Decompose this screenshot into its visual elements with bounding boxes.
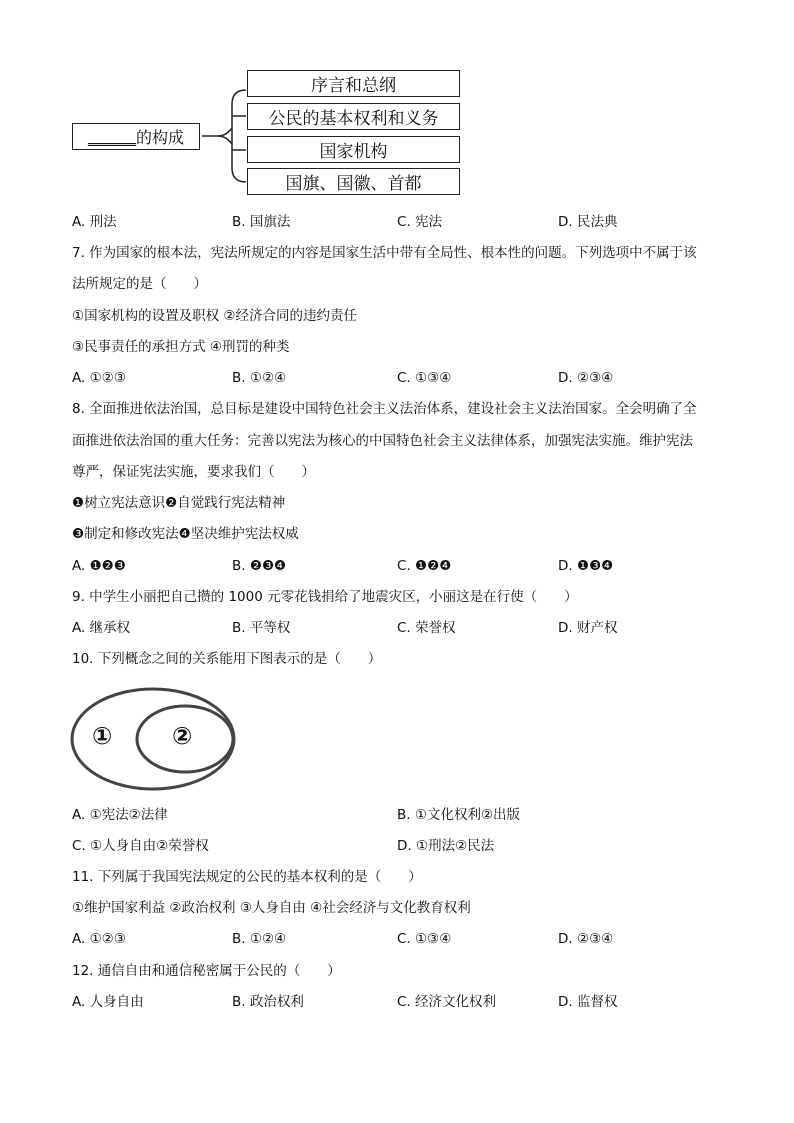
q9-option-c[interactable]: C. 荣誉权 bbox=[397, 620, 456, 636]
q9-option-a[interactable]: A. 继承权 bbox=[72, 620, 131, 636]
q11-option-b[interactable]: B. ①②④ bbox=[232, 931, 287, 947]
q11-items: ①维护国家利益 ②政治权利 ③人身自由 ④社会经济与文化教育权利 bbox=[72, 900, 471, 916]
q11-option-a[interactable]: A. ①②③ bbox=[72, 931, 126, 947]
q10-stem: 10. 下列概念之间的关系能用下图表示的是（ ） bbox=[72, 651, 382, 667]
q6-option-d[interactable]: D. 民法典 bbox=[558, 214, 618, 230]
q9-stem: 9. 中学生小丽把自己攒的 1000 元零花钱捐给了地震灾区，小丽这是在行使（ ） bbox=[72, 589, 578, 605]
q8-items-line1: ❶树立宪法意识❷自觉践行宪法精神 bbox=[72, 495, 286, 511]
q10-option-c[interactable]: C. ①人身自由②荣誉权 bbox=[72, 838, 209, 854]
branch-box-2 bbox=[247, 103, 460, 130]
q8-option-b[interactable]: B. ❷❸❹ bbox=[232, 558, 287, 574]
venn-inner-label: ② bbox=[172, 722, 193, 750]
q8-option-c[interactable]: C. ❶❷❹ bbox=[397, 558, 452, 574]
q8-stem-line2: 面推进依法治国的重大任务：完善以宪法为核心的中国特色社会主义法律体系，加强宪法实施。维护宪法 bbox=[72, 433, 693, 449]
q6-option-a[interactable]: A. 刑法 bbox=[72, 214, 117, 230]
venn-diagram bbox=[70, 684, 240, 794]
q12-option-d[interactable]: D. 监督权 bbox=[558, 994, 618, 1010]
q7-items-line1: ①国家机构的设置及职权 ②经济合同的违约责任 bbox=[72, 308, 357, 324]
q9-option-d[interactable]: D. 财产权 bbox=[558, 620, 618, 636]
q7-option-c[interactable]: C. ①③④ bbox=[397, 370, 452, 386]
venn-outer-label: ① bbox=[92, 722, 113, 750]
branch-box-4 bbox=[247, 168, 460, 195]
q10-option-d[interactable]: D. ①刑法②民法 bbox=[397, 838, 495, 854]
q11-option-d[interactable]: D. ②③④ bbox=[558, 931, 614, 947]
q12-option-a[interactable]: A. 人身自由 bbox=[72, 994, 144, 1010]
q7-option-d[interactable]: D. ②③④ bbox=[558, 370, 614, 386]
q8-option-a[interactable]: A. ❶❷❸ bbox=[72, 558, 126, 574]
branch-box-3 bbox=[247, 136, 460, 163]
root-label: 的构成 bbox=[135, 128, 184, 147]
q7-stem-line1: 7. 作为国家的根本法，宪法所规定的内容是国家生活中带有全局性、根本性的问题。下列选项中不属于该 bbox=[72, 245, 697, 261]
q8-items-line2: ❸制定和修改宪法❹坚决维护宪法权威 bbox=[72, 526, 299, 542]
q8-option-d[interactable]: D. ❶❸❹ bbox=[558, 558, 614, 574]
q10-option-a[interactable]: A. ①宪法②法律 bbox=[72, 807, 168, 823]
branch-box-1 bbox=[247, 70, 460, 97]
branch-label-3: 国家机构 bbox=[319, 142, 388, 162]
q8-stem-line1: 8. 全面推进依法治国，总目标是建设中国特色社会主义法治体系，建设社会主义法治国家。全会明确了全 bbox=[72, 401, 697, 417]
q7-items-line2: ③民事责任的承担方式 ④刑罚的种类 bbox=[72, 339, 290, 355]
q12-stem: 12. 通信自由和通信秘密属于公民的（ ） bbox=[72, 963, 341, 979]
q9-option-b[interactable]: B. 平等权 bbox=[232, 620, 291, 636]
branch-label-4: 国旗、国徽、首都 bbox=[285, 174, 422, 194]
q6-option-c[interactable]: C. 宪法 bbox=[397, 214, 443, 230]
q12-option-c[interactable]: C. 经济文化权利 bbox=[397, 994, 497, 1010]
branch-label-2: 公民的基本权利和义务 bbox=[268, 109, 439, 129]
q12-option-b[interactable]: B. 政治权利 bbox=[232, 994, 304, 1010]
q6-option-b[interactable]: B. 国旗法 bbox=[232, 214, 291, 230]
q11-stem: 11. 下列属于我国宪法规定的公民的基本权利的是（ ） bbox=[72, 869, 422, 885]
q11-option-c[interactable]: C. ①③④ bbox=[397, 931, 452, 947]
branch-label-1: 序言和总纲 bbox=[311, 76, 396, 96]
q10-option-b[interactable]: B. ①文化权利②出版 bbox=[397, 807, 521, 823]
root-box bbox=[72, 123, 200, 150]
q7-stem-line2: 法所规定的是（ ） bbox=[72, 276, 207, 292]
q8-stem-line3: 尊严，保证宪法实施，要求我们（ ） bbox=[72, 464, 315, 480]
root-blank: ______ bbox=[87, 127, 136, 146]
q7-option-b[interactable]: B. ①②④ bbox=[232, 370, 287, 386]
q7-option-a[interactable]: A. ①②③ bbox=[72, 370, 126, 386]
